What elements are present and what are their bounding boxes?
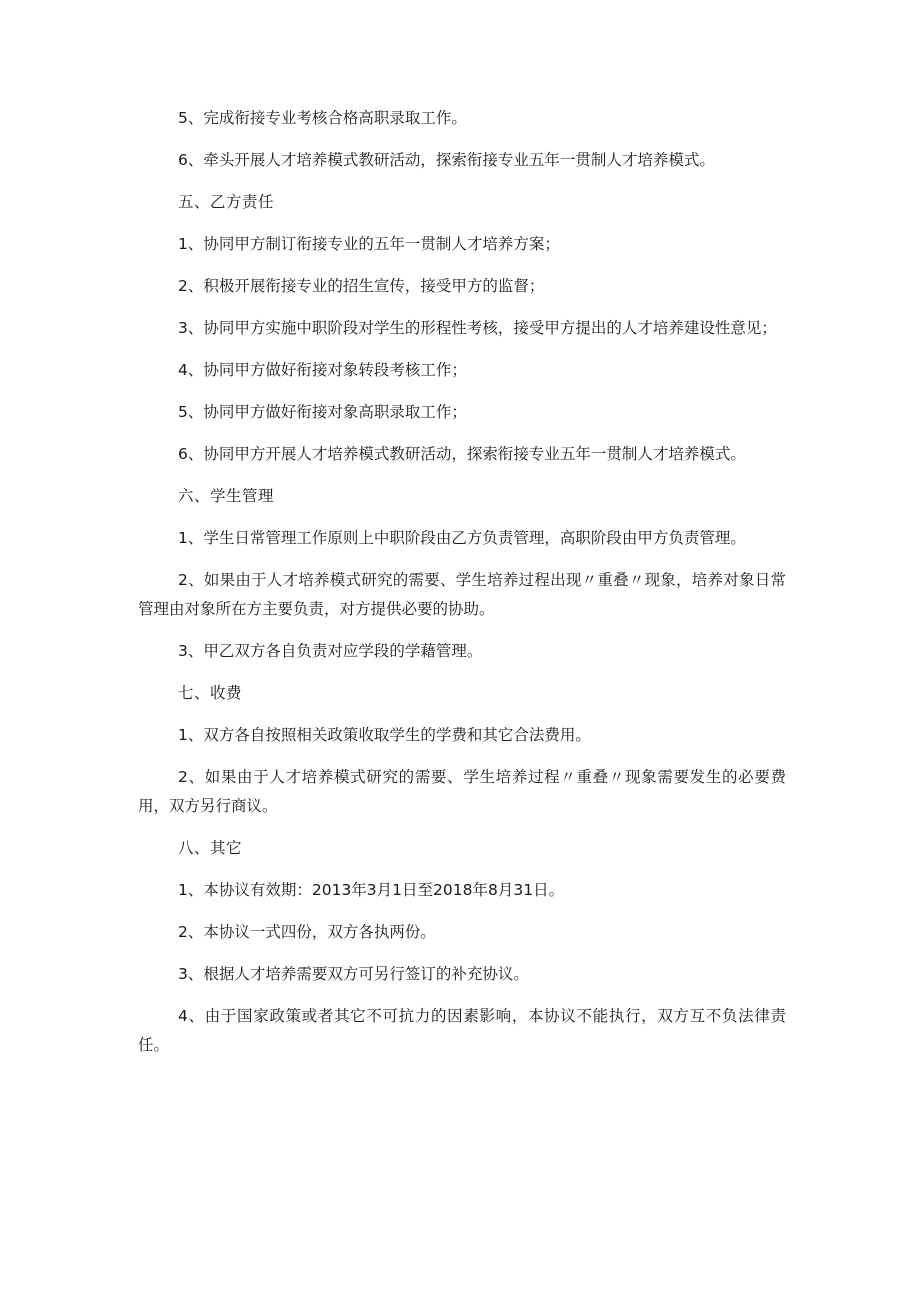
paragraph-item: 2、如果由于人才培养模式研究的需要、学生培养过程出现〃重叠〃现象，培养对象日常管理由对象所在方主要负责，对方提供必要的协助。	[138, 571, 786, 618]
section-heading: 五、乙方责任	[178, 193, 275, 211]
paragraph-item: 1、本协议有效期：2013年3月1日至2018年8月31日。	[178, 881, 565, 899]
paragraph-item: 6、协同甲方开展人才培养模式教研活动，探索衔接专业五年一贯制人才培养模式。	[178, 445, 746, 463]
paragraph-item: 3、协同甲方实施中职阶段对学生的形程性考核，接受甲方提出的人才培养建设性意见；	[178, 319, 777, 337]
paragraph-item: 4、协同甲方做好衔接对象转段考核工作；	[178, 361, 467, 379]
section-heading: 七、收费	[178, 684, 243, 702]
paragraph-item: 3、甲乙双方各自负责对应学段的学藉管理。	[178, 642, 483, 660]
paragraph-item: 2、如果由于人才培养模式研究的需要、学生培养过程〃重叠〃现象需要发生的必要费用，双方另行商议。	[138, 768, 786, 815]
document-body	[138, 104, 786, 1073]
paragraph-item: 1、学生日常管理工作原则上中职阶段由乙方负责管理，高职阶段由甲方负责管理。	[178, 529, 746, 547]
paragraph-item: 2、本协议一式四份，双方各执两份。	[178, 923, 436, 941]
paragraph-item: 5、完成衔接专业考核合格高职录取工作。	[178, 109, 467, 127]
section-heading: 六、学生管理	[178, 487, 275, 505]
paragraph-item: 1、双方各自按照相关政策收取学生的学费和其它合法费用。	[178, 726, 591, 744]
paragraph-item: 1、协同甲方制订衔接专业的五年一贯制人才培养方案；	[178, 235, 560, 253]
paragraph-item: 2、积极开展衔接专业的招生宣传，接受甲方的监督；	[178, 277, 545, 295]
section-heading: 八、其它	[178, 839, 243, 857]
paragraph-item: 6、牵头开展人才培养模式教研活动，探索衔接专业五年一贯制人才培养模式。	[178, 151, 715, 169]
paragraph-item: 4、由于国家政策或者其它不可抗力的因素影响，本协议不能执行，双方互不负法律责任。	[138, 1007, 786, 1054]
paragraph-item: 5、协同甲方做好衔接对象高职录取工作；	[178, 403, 467, 421]
paragraph-item: 3、根据人才培养需要双方可另行签订的补充协议。	[178, 965, 529, 983]
